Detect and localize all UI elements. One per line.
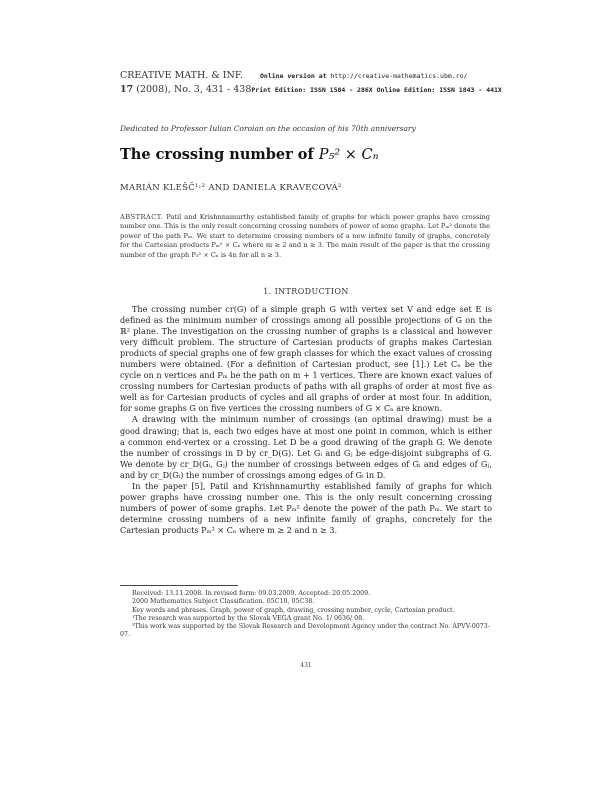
- online-version: [260, 72, 467, 80]
- page-number: 431: [300, 662, 312, 669]
- footnote-vega: ¹The research was supported by the Slovak VEGA grant No. 1/ 0636/ 08.: [132, 614, 365, 622]
- abstract-lead: ABSTRACT.: [120, 213, 164, 221]
- footnote-keywords: Key words and phrases. Graph, power of graph, drawing, crossing number, cycle, Cartesian product.: [132, 606, 455, 614]
- journal-name: CREATIVE MATH. & INF.: [120, 70, 244, 81]
- title-math: P₅² × Cₙ: [318, 147, 379, 163]
- issue-info: (2008), No. 3, 431 - 438: [133, 84, 252, 95]
- volume-number: 17: [120, 84, 134, 95]
- footnote-received: Received: 13.11.2008. In revised form: 09.03.2009. Accepted: 20.05.2009.: [132, 590, 371, 597]
- paragraph: In the paper [5], Patil and Krishnnamurthy established family of graphs for which power graphs have crossing number one. This is the only result concerning crossing numbers of power of some graphs. Let Pₘ² denote the power of the path Pₘ. We start to determine crossing numbers of a new infinite family of graphs, concretely for the Cartesian products Pₘ² × Cₙ where m ≥ 2 and n ≥ 3.: [120, 480, 492, 535]
- authors: MARIÁN KLEŠČ¹˒² AND DANIELA KRAVECOVÁ²: [120, 183, 342, 193]
- dedication: Dedicated to Professor Iulian Coroian on the occasion of his 70th anniversary: [120, 124, 416, 133]
- online-label: Online version at: [260, 72, 331, 80]
- footnote-msc: 2000 Mathematics Subject Classification. 05C10, 05C38.: [132, 598, 315, 606]
- abstract-text: Patil and Krishnnamurthy established family of graphs for which power graphs have crossing number one. This is the only result concerning crossing numbers of power of some graphs. Let Pₘ² denote the power of the path Pₘ. We start to determine crossing numbers of a new infinite family of graphs, concretely for the Cartesian products Pₘ² × Cₙ where m ≥ 2 and n ≥ 3. The main result of the paper is that the crossing number of the graph P₅² × Cₙ is 4n for all n ≥ 3.: [120, 213, 490, 259]
- title-text: The crossing number of: [120, 146, 319, 163]
- volume-info: [120, 84, 251, 95]
- footnotes: [120, 590, 492, 640]
- footnote-rule: [120, 585, 238, 586]
- body-text: [120, 304, 492, 536]
- paper-title: [120, 146, 378, 163]
- section-heading: 1. INTRODUCTION: [263, 287, 349, 296]
- abstract: [120, 213, 490, 260]
- footnote-apvv: ²This work was supported by the Slovak Research and Development Agency under the contract No. APVV-0073-07.: [120, 623, 490, 639]
- journal-header: [120, 70, 500, 98]
- paragraph: A drawing with the minimum number of crossings (an optimal drawing) must be a good drawing; that is, each two edges have at most one point in common, which is either a common end-vertex or a crossing. Let D be a good drawing of the graph G. We denote the number of crossings in D by cr_D(G). Let Gᵢ and Gⱼ be edge-disjoint subgraphs of G. We denote by cr_D(Gᵢ, Gⱼ) the number of crossings between edges of Gᵢ and edges of Gⱼ, and by cr_D(Gᵢ) the number of crossings among edges of Gᵢ in D.: [120, 414, 492, 480]
- online-url[interactable]: http://creative-mathematics.ubm.ro/: [330, 72, 468, 80]
- paragraph: The crossing number cr(G) of a simple graph G with vertex set V and edge set E is defined as the minimum number of crossings among all possible projections of G on the ℝ² plane. The investigation on the crossing number of graphs is a classical and however very difficult problem. The structure of Cartesian products of graphs makes Cartesian products of special graphs one of few graph classes for which the exact values of crossing numbers were obtained. (For a definition of Cartesian product, see [1].) Let Cₙ be the cycle on n vertices and Pₘ be the path on m + 1 vertices. There are known exact values of crossing numbers for Cartesian products of paths with all graphs of order at most five as well as for Cartesian products of cycles and all graphs of order at most four. In addition, for some graphs G on five vertices the crossing numbers of G × Cₙ are known.: [120, 304, 492, 414]
- print-edition: Print Edition: ISSN 1584 - 286X Online Edition: ISSN 1843 - 441X: [251, 86, 502, 94]
